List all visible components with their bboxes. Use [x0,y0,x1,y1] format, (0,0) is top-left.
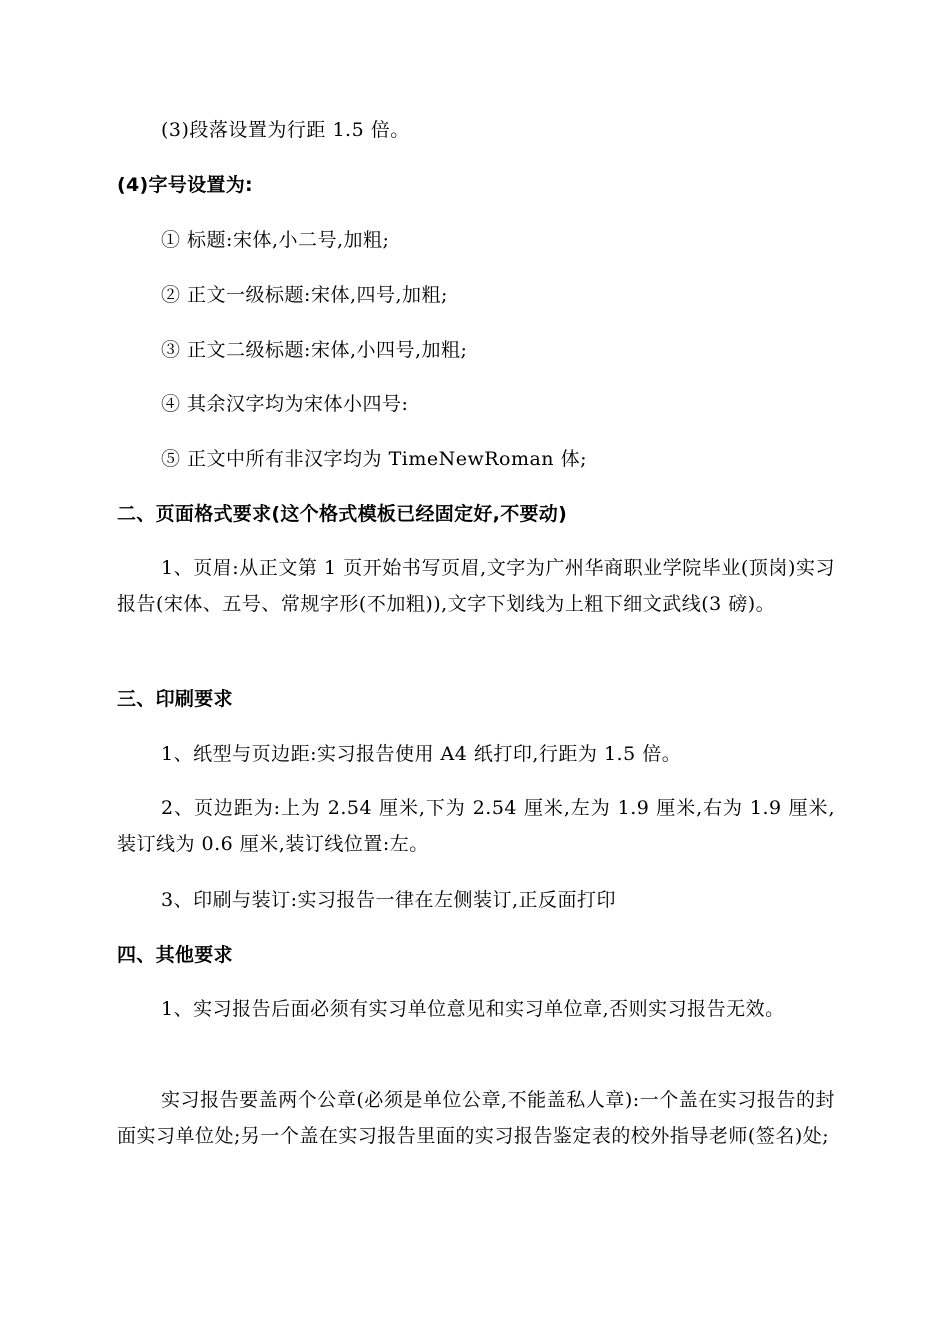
heading-page-format: 二、页面格式要求(这个格式模板已经固定好,不要动) [117,503,568,525]
paragraph-official-seals: 实习报告要盖两个公章(必须是单位公章,不能盖私人章):一个盖在实习报告的封面实习单位处;另一个盖在实习报告里面的实习报告鉴定表的校外指导老师(签名)处; [117,1089,835,1147]
paragraph-paper-size: 1、纸型与页边距:实习报告使用 A4 纸打印,行距为 1.5 倍。 [161,743,682,765]
paragraph-binding: 3、印刷与装订:实习报告一律在左侧装订,正反面打印 [161,889,617,911]
format-item-3: (3)段落设置为行距 1.5 倍。 [161,119,410,141]
font-rule-level2: ③ 正文二级标题:宋体,小四号,加粗; [161,339,468,361]
font-rule-nonchinese: ⑤ 正文中所有非汉字均为 TimeNewRoman 体; [161,448,587,470]
font-rule-title: ① 标题:宋体,小二号,加粗; [161,229,390,251]
format-item-4: (4)字号设置为: [117,174,253,196]
paragraph-header-rule: 1、页眉:从正文第 1 页开始书写页眉,文字为广州华商职业学院毕业(顶岗)实习报告(宋体、五号、常规字形(不加粗)),文字下划线为上粗下细文武线(3 磅)。 [117,557,835,615]
paragraph-unit-opinion: 1、实习报告后面必须有实习单位意见和实习单位章,否则实习报告无效。 [161,998,785,1020]
heading-other: 四、其他要求 [117,944,233,966]
font-rule-level1: ② 正文一级标题:宋体,四号,加粗; [161,284,448,306]
paragraph-margins: 2、页边距为:上为 2.54 厘米,下为 2.54 厘米,左为 1.9 厘米,右为 1.9 厘米,装订线为 0.6 厘米,装订线位置:左。 [117,797,835,855]
heading-printing: 三、印刷要求 [117,688,233,710]
font-rule-body: ④ 其余汉字均为宋体小四号: [161,393,409,415]
